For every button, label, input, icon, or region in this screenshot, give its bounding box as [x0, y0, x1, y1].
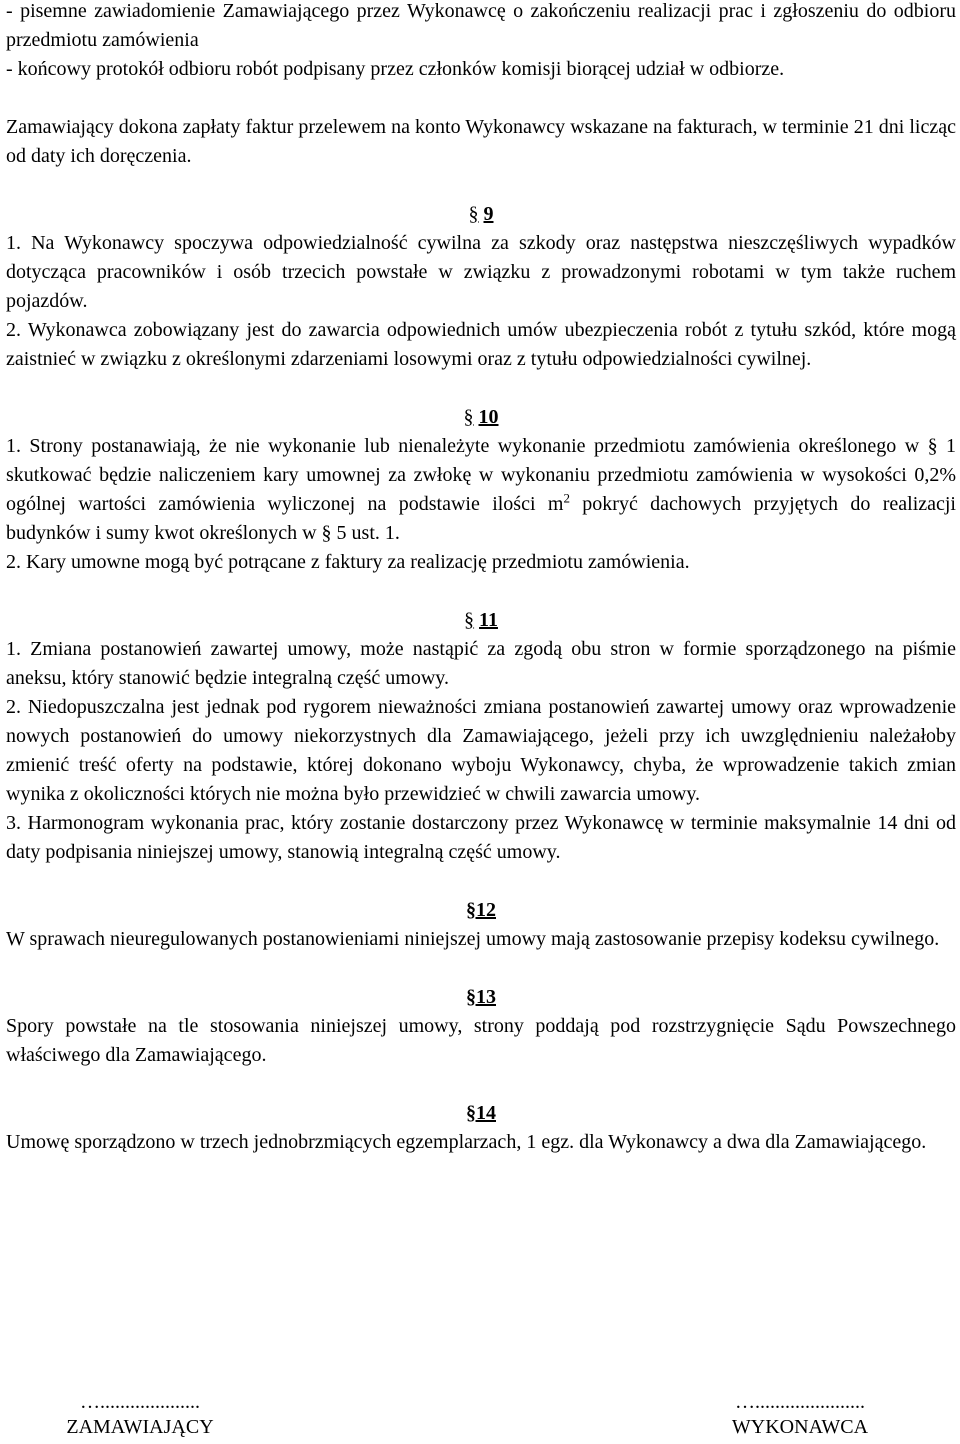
section-number: 10: [478, 406, 499, 428]
paragraph: 3. Harmonogram wykonania prac, który zostanie dostarczony przez Wykonawcę w terminie maksymalnie 14 dni od daty podpisania niniejszej umowy, stanowią integralną część umowy.: [6, 812, 956, 863]
paragraph: 2. Wykonawca zobowiązany jest do zawarcia odpowiednich umów ubezpieczenia robót z tytułu szkód, które mogą zaistnieć w związku z określonymi zdarzeniami losowymi oraz z tytułu odpowiedzialności cywilnej.: [6, 319, 956, 370]
section-sign: §: [464, 609, 475, 631]
signature-line-left: …....................: [80, 1391, 200, 1413]
superscript: 2: [563, 490, 570, 506]
section-sign: §: [468, 203, 479, 225]
section-heading-12: [6, 896, 956, 925]
paragraph: 1. Zmiana postanowień zawartej umowy, może nastąpić za zgodą obu stron w formie sporządzonego na piśmie aneksu, który stanowić będzie integralną część umowy.: [6, 638, 956, 689]
section-heading-9: [6, 200, 956, 229]
section-heading-14: [6, 1099, 956, 1128]
section-label: §14: [466, 1102, 496, 1124]
paragraph: 2. Kary umowne mogą być potrącane z faktury za realizację przedmiotu zamówienia.: [6, 551, 690, 573]
signature-label-left: ZAMAWIAJĄCY: [66, 1416, 214, 1438]
section-number: 11: [479, 609, 498, 631]
section-sign: §: [463, 406, 474, 428]
paragraph: Spory powstałe na tle stosowania niniejszej umowy, strony poddają pod rozstrzygnięcie Sądu Powszechnego właściwego dla Zamawiającego.: [6, 1015, 956, 1066]
paragraph-text: 1. Strony postanawiają, że nie wykonanie lub nienależyte wykonanie przedmiotu zamówienia określonego w § 1 skutkować będzie naliczeniem kary umownej za zwłokę w wykonaniu przedmiotu zamówienia w wysokości 0,2% ogólnej wartości zamówienia wyliczonej na podstawie ilości m: [6, 435, 956, 515]
paragraph: 1. Na Wykonawcy spoczywa odpowiedzialność cywilna za szkody oraz następstwa nieszczęśliwych wypadków dotycząca pracowników i osób trzecich powstałe w związku z prowadzonymi robotami w tym także ruchem pojazdów.: [6, 232, 956, 312]
document-page: [6, 0, 956, 1157]
section-heading-11: [6, 606, 956, 635]
paragraph: 2. Niedopuszczalna jest jednak pod rygorem nieważności zmiana postanowień zawartej umowy oraz wprowadzenie nowych postanowień do umowy niekorzystnych dla Zamawiającego, jeżeli przy ich uwzględnieniu należałoby zmienić treść oferty na podstawie, której dokonano wyboju Wykonawcy, chyba, że wprowadzenie takich zmian wynika z okoliczności których nie można było przewidzieć w chwili zawarcia umowy.: [6, 696, 956, 805]
payment-paragraph: Zamawiający dokona zapłaty faktur przelewem na konto Wykonawcy wskazane na fakturach, w terminie 21 dni licząc od daty ich doręczenia.: [6, 116, 956, 167]
list-item: - pisemne zawiadomienie Zamawiającego przez Wykonawcę o zakończeniu realizacji prac i zgłoszeniu do odbioru przedmiotu zamówienia: [6, 0, 956, 51]
section-label: §13: [466, 986, 496, 1008]
signature-label-right: WYKONAWCA: [731, 1416, 869, 1438]
section-heading-13: [6, 983, 956, 1012]
signature-line-right: …......................: [735, 1391, 865, 1413]
section-number: 9: [483, 203, 494, 225]
section-heading-10: [6, 403, 956, 432]
section-label: §12: [466, 899, 496, 921]
paragraph: [6, 432, 956, 548]
paragraph: Umowę sporządzono w trzech jednobrzmiących egzemplarzach, 1 egz. dla Wykonawcy a dwa dla Zamawiającego.: [6, 1131, 927, 1153]
paragraph: W sprawach nieuregulowanych postanowieniami niniejszej umowy mają zastosowanie przepisy kodeksu cywilnego.: [6, 928, 940, 950]
list-item: - końcowy protokół odbioru robót podpisany przez członków komisji biorącej udział w odbiorze.: [6, 58, 785, 80]
paragraph-text: pokryć dachowych przyjętych do realizacji budynków i sumy kwot określonych w § 5 ust. 1.: [6, 493, 956, 544]
